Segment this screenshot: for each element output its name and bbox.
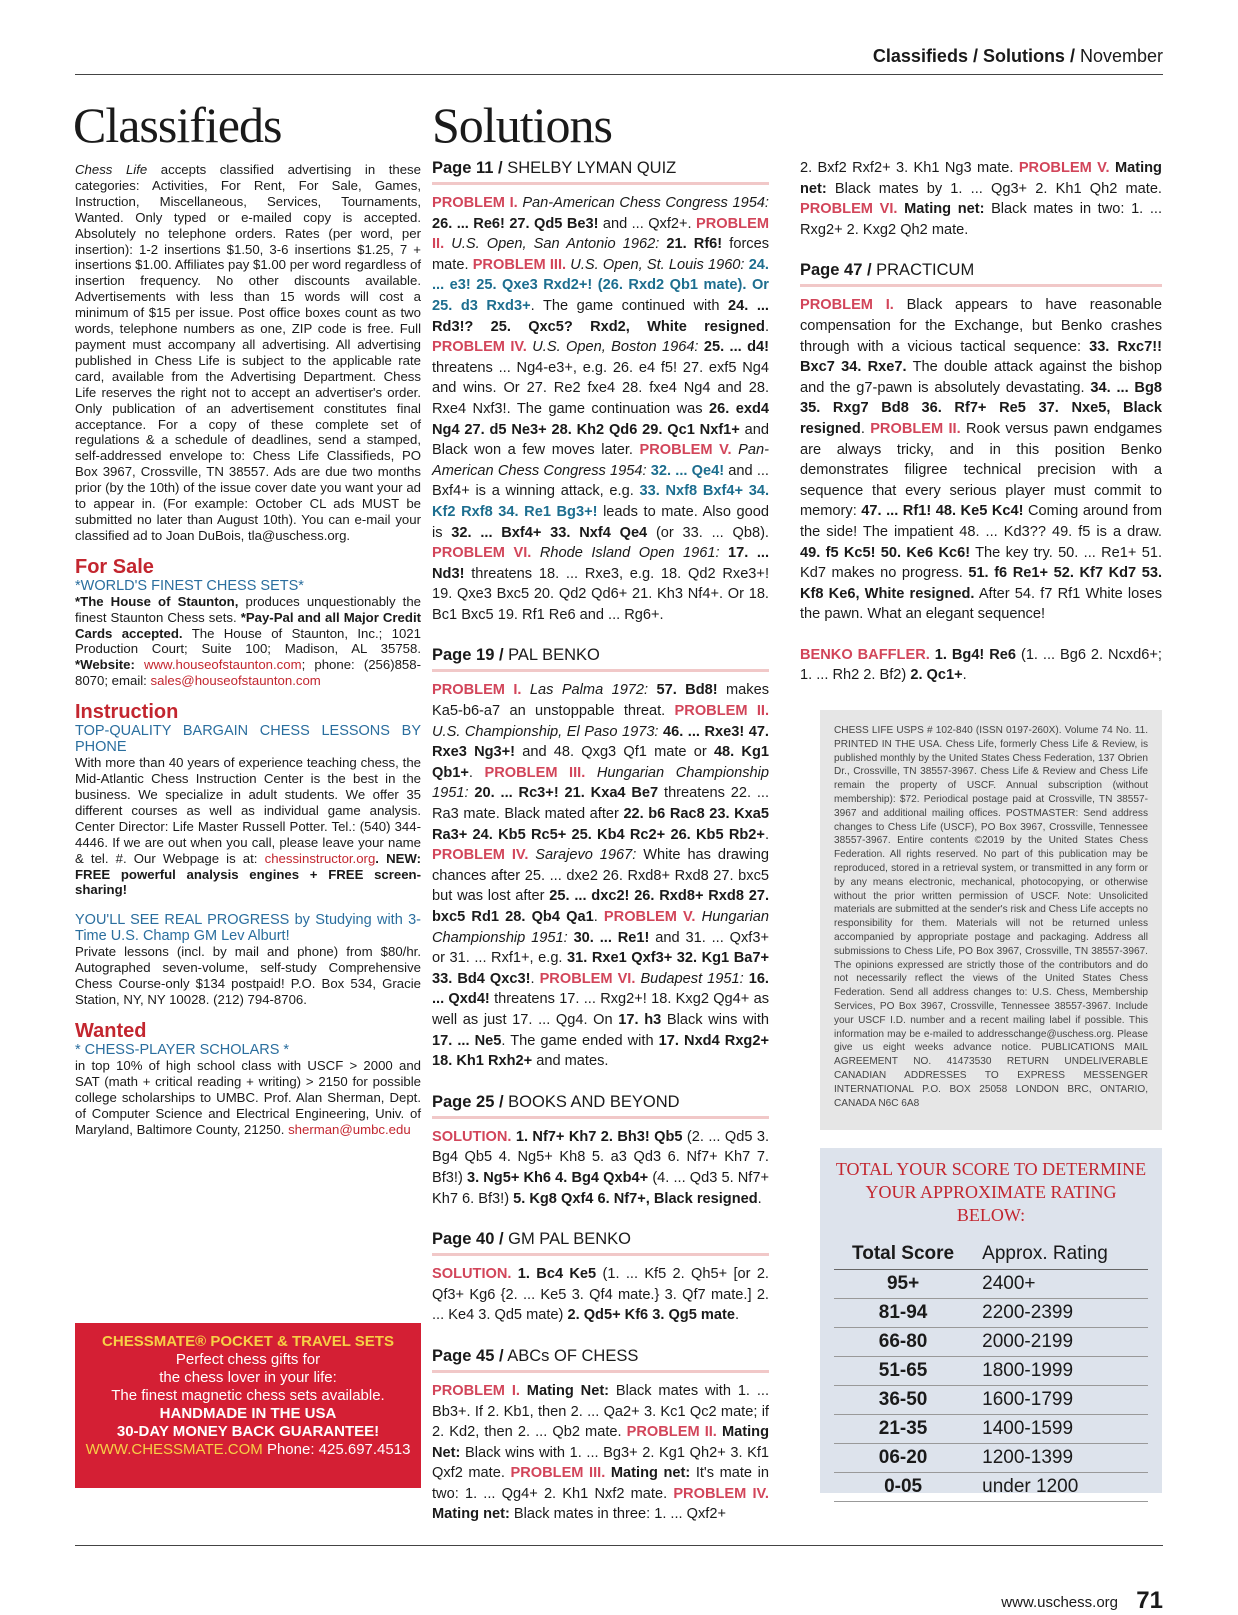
page-40-heading: Page 40 / GM PAL BENKO <box>432 1229 769 1256</box>
ad-line: HANDMADE IN THE USA <box>159 1405 337 1422</box>
score-table <box>834 1239 1148 1502</box>
page-number: 71 <box>1136 1587 1163 1614</box>
staunton-email-link[interactable]: sales@houseofstaunton.com <box>150 673 321 689</box>
solutions-column-1 <box>432 158 769 1525</box>
page-25-heading: Page 25 / BOOKS AND BEYOND <box>432 1092 769 1119</box>
page-19-heading: Page 19 / PAL BENKO <box>432 645 769 672</box>
alburt-subheading: YOU'LL SEE REAL PROGRESS by Studying with 3-Time U.S. Champ GM Lev Alburt! <box>75 912 421 945</box>
page-19-solution: PROBLEM I. Las Palma 1972: 57. Bd8! makes Ka5-b6-a7 an unstoppable threat. PROBLEM II. U.S. Championship, El Paso 1973: 46. ... Rxe3! 47. Rxe3 Ng3+! and 48. Qxg3 Qf1 mate or 48. Kg1 Qb1+. PROBLEM III. Hungarian Championship 1951: 20. ... Rc3+! 21. Kxa4 Be7 threatens 22. ... Ra3 mate. Black mated after 22. b6 Rac8 23. Kxa5 Ra3+ 24. Kb5 Rc5+ 25. Kb4 Rc2+ 26. Kb5 Rb2+. PROBLEM IV. Sarajevo 1967: White has drawing chances after 25. ... dxe2 26. Rxd8+ Rxd8 27. bxc5 but was lost after 25. ... dxc2! 26. Rxd8+ Rxd8 27. bxc5 Rd1 28. Qb4 Qa1. PROBLEM V. Hungarian Championship 1951: 30. ... Re1! and 31. ... Qxf3+ or 31. ... Rxf1+, e.g. 31. Rxe1 Qxf3+ 32. Kg1 Ba7+ 33. Bd4 Qxc3!. PROBLEM VI. Budapest 1951: 16. ... Qxd4! threatens 17. ... Rxg2+! 18. Kxg2 Qg4+ as well as just 17. ... Qg4. On 17. h3 Black wins with 17. ... Ne5. The game ended with 17. Nxd4 Rxg2+ 18. Kh1 Rxh2+ and mates. <box>432 682 770 1070</box>
page-47-solution: PROBLEM I. Black appears to have reasonable compensation for the Exchange, but Benko crashes through with a vicious tactical sequence: 33. Rxc7!! Bxc7 34. Rxe7. The double attack against the bishop and the g7-pawn is absolutely devastating. 34. ... Bg8 35. Rxg7 Bd8 36. Rf7+ Re5 37. Nxe5, Black resigned. PROBLEM II. Rook versus pawn endgames are always tricky, and in this position Benko demonstrates filigree technical precision with a sequence that every serious player must commit to memory: 47. ... Rf1! 48. Ke5 Kc4! Coming around from the side! The impatient 48. ... Kd3?? 49. f5 is a draw. 49. f5 Kc5! 50. Ke6 Kc6! The key try. 50. ... Re1+ 51. Kd7 makes no progress. 51. f6 Re1+ 52. Kf7 Kd7 53. Kf8 Ke6, White resigned. After 54. f7 Rf1 White loses the pawn. What an elegant sequence! <box>800 297 1163 623</box>
chessmate-link[interactable]: WWW.CHESSMATE.COM <box>85 1441 263 1458</box>
benko-baffler-solution: BENKO BAFFLER. 1. Bg4! Re6 (1. ... Bg6 2. Ncxd6+; 1. ... Rh2 2. Bf2) 2. Qc1+. <box>800 646 1162 684</box>
ad-line: Perfect chess gifts for <box>175 1351 321 1368</box>
page-40-solution: SOLUTION. 1. Bc4 Ke5 (1. ... Kf5 2. Qh5+ [or 2. Qf3+ Kg6 {2. ... Ke5 3. Qf4 mate.} 3. Qf7 mate.] 2. ... Ke4 3. Qd5 mate) 2. Qd5+ Kf6 3. Qg5 mate. <box>432 1266 769 1324</box>
running-header <box>75 46 1163 75</box>
classifieds-column <box>75 162 421 1138</box>
wanted-body: in top 10% of high school class with USCF > 2000 and SAT (math + critical reading + writing) > 2150 for possible college scholarships to UMBC. Prof. Alan Sherman, Dept. of Computer Science and Electrical Engineering, Univ. of Maryland, Baltimore County, 21250. sherman@umbc.edu <box>75 1057 421 1137</box>
table-row: 95+ 2400+ <box>834 1270 1148 1299</box>
score-column-header: Total Score <box>834 1239 972 1270</box>
wanted-subheading: * CHESS-PLAYER SCHOLARS * <box>75 1041 290 1058</box>
table-row: 06-20 1200-1399 <box>834 1444 1148 1473</box>
publication-notice: CHESS LIFE USPS # 102-840 (ISSN 0197-260X). Volume 74 No. 11. PRINTED IN THE USA. Chess Life, formerly Chess Life & Review, is published monthly by the United States Chess Federation, 137 Obrien Dr., Crossville, TN 38557-3967. Chess Life & Review and Chess Life remain the property of USCF. Annual subscription (without membership): $72. Periodical postage paid at Crossville, TN 38557-3967 and additional mailing offices. POSTMASTER: Send address changes to Chess Life (USCF), PO Box 3967, Crossville, Tennessee 38557-3967. Entire contents ©2019 by the United States Chess Federation. All rights reserved. No part of this publication may be reproduced, stored in a retrieval system, or transmitted in any form or by any means electronic, mechanical, photocopying, or otherwise without the prior written permission of USCF. Note: Unsolicited materials are submitted at the sender's risk and Chess Life accepts no responsibility for them. Materials will not be returned unless accompanied by appropriate postage and packaging. Address all submissions to Chess Life, PO Box 3967, Crossville, TN 38557-3967. The opinions expressed are strictly those of the contributors and do not necessarily reflect the views of the United States Chess Federation. Send all address changes to: U.S. Chess, Membership Services, PO Box 3967, Crossville, Tennessee 38557-3967. Include your USCF I.D. number and a recent mailing label if possible. This information may be e-mailed to addresschange@uschess.org. Please give us eight weeks advance notice. PUBLICATIONS MAIL AGREEMENT NO. 41473530 RETURN UNDELIVERABLE CANADIAN ADDRESSES TO EXPRESS MESSENGER INTERNATIONAL P.O. BOX 25058 LONDON BRC, ONTARIO, CANADA N6C 6A8 <box>820 710 1162 1130</box>
ad-line: 30-DAY MONEY BACK GUARANTEE! <box>116 1423 380 1440</box>
table-row: 81-94 2200-2399 <box>834 1299 1148 1328</box>
staunton-website-link[interactable]: www.houseofstaunton.com <box>143 657 302 673</box>
page-45-solution: PROBLEM I. Mating Net: Black mates with 1. ... Bb3+. If 2. Kb1, then 2. ... Qa2+ 3. Kc1 Qc2 mate; if 2. Kd2, then 2. ... Qb2 mate. PROBLEM II. Mating Net: Black wins with 1. ... Bg3+ 2. Kg1 Qh2+ 3. Kf1 Qxf2 mate. PROBLEM III. Mating net: It's mate in two: 1. ... Qg4+ 2. Kh1 Nxf2 mate. PROBLEM IV. Mating net: Black mates in three: 1. ... Qxf2+ <box>432 1382 769 1523</box>
ad-line: the chess lover in your life: <box>159 1369 337 1386</box>
alburt-body: Private lessons (incl. by mail and phone) from $80/hr. Autographed seven-volume, self-study Comprehensive Chess Course-only $134 postpaid! P.O. Box 534, Gracie Station, NY, NY 10028. (212) 794-8706. <box>75 944 421 1008</box>
rating-column-header: Approx. Rating <box>972 1239 1148 1270</box>
chessmate-ad <box>75 1323 421 1488</box>
for-sale-heading: For Sale <box>75 555 154 578</box>
table-row: 66-80 2000-2199 <box>834 1328 1148 1357</box>
footer-url[interactable]: www.uschess.org <box>1001 1594 1118 1611</box>
chessinstructor-link[interactable]: chessinstructor.org <box>264 850 376 866</box>
score-rating-box <box>820 1148 1162 1497</box>
for-sale-subheading: *WORLD'S FINEST CHESS SETS* <box>75 577 304 594</box>
page-11-heading: Page 11 / SHELBY LYMAN QUIZ <box>432 158 769 185</box>
page-45-heading: Page 45 / ABCs OF CHESS <box>432 1346 769 1373</box>
ad-phone: Phone: 425.697.4513 <box>266 1441 411 1458</box>
instruction-body: With more than 40 years of experience teaching chess, the Mid-Atlantic Chess Instruction Center is the best in the business. We specialize in adult students. We offer 35 different courses as well as individual game analysis. Center Director: Life Master Russell Potter. Tel.: (540) 344-4446. If we are out when you call, please leave your name & tel. #. Our Webpage is at: chessinstructor.org. NEW: FREE powerful analysis engines + FREE screen-sharing! <box>75 755 421 898</box>
header-sections: Classifieds / Solutions / <box>872 46 1075 66</box>
page-45-continued: 2. Bxf2 Rxf2+ 3. Kh1 Ng3 mate. PROBLEM V. Mating net: Black mates by 1. ... Qg3+ 2. Kh1 Qh2 mate. PROBLEM VI. Mating net: Black mates in two: 1. ... Rxg2+ 2. Kxg2 Qh2 mate. <box>800 160 1163 238</box>
table-row: 36-50 1600-1799 <box>834 1386 1148 1415</box>
for-sale-body: *The House of Staunton, produces unquestionably the finest Staunton Chess sets. *Pay-Pal and all Major Credit Cards accepted. The House of Staunton, Inc.; 1021 Production Court; Suite 100; Madison, AL 35758. *Website: www.houseofstaunton.com; phone: (256)858-8070; email: sales@houseofstaunton.com <box>75 593 421 689</box>
table-row: 0-05 under 1200 <box>834 1473 1148 1502</box>
score-title: TOTAL YOUR SCORE TO DETERMINE YOUR APPROXIMATE RATING BELOW: <box>835 1159 1147 1225</box>
umbc-email-link[interactable]: sherman@umbc.edu <box>288 1121 411 1137</box>
table-row: 51-65 1800-1999 <box>834 1357 1148 1386</box>
wanted-heading: Wanted <box>75 1019 147 1042</box>
footer-rule <box>75 1545 1163 1546</box>
page-11-solution: PROBLEM I. Pan-American Chess Congress 1954: 26. ... Re6! 27. Qd5 Be3! and ... Qxf2+. PROBLEM II. U.S. Open, San Antonio 1962: 21. Rf6! forces mate. PROBLEM III. U.S. Open, St. Louis 1960: 24. ... e3! 25. Qxe3 Rxd2+! (26. Rxd2 Qb1 mate). Or 25. d3 Rxd3+. The game continued with 24. ... Rd3!? 25. Qxc5? Rxd2, White resigned. PROBLEM IV. U.S. Open, Boston 1964: 25. ... d4! threatens ... Ng4-e3+, e.g. 26. e4 f5! 27. exf5 Ng4 and wins. Or 27. Re2 fxe4 28. fxe4 Ng4 and 28. Rxe4 Nxf3!. The game continuation was 26. exd4 Ng4 27. d5 Ne3+ 28. Kh2 Qd6 29. Qc1 Nxf1+ and Black won a few moves later. PROBLEM V. Pan-American Chess Congress 1954: 32. ... Qe4! and ... Bxf4+ is a winning attack, e.g. 33. Nxf8 Bxf4+ 34. Kf2 Rxf8 34. Re1 Bg3+! leads to mate. Also good is 32. ... Bxf4+ 33. Nxf4 Qe4 (or 33. ... Qb8). PROBLEM VI. Rhode Island Open 1961: 17. ... Nd3! threatens 18. ... Rxe3, e.g. 18. Qd2 Rxe3+! 19. Qxe3 Bxc5 20. Qd2 Qd6+ 21. Kh3 Nf4+. Or 18. Bc1 Bxc5 19. Rf1 Re6 and ... Rg6+. <box>432 195 770 623</box>
classifieds-title: Classifieds <box>73 97 282 153</box>
instruction-subheading: TOP-QUALITY BARGAIN CHESS LESSONS BY PHONE <box>75 723 421 756</box>
classifieds-intro: Chess Life accepts classified advertising in these categories: Activities, For Rent, For Sale, Games, Instruction, Miscellaneous, Services, Tournaments, Wanted. Only typed or e-mailed copy is accepted. Absolutely no telephone orders. Rates (per word, per insertion): 1-2 insertions $1.50, 3-6 insertions $1.25, 7 + insertions $1.00. Affiliates pay $1.00 per word regardless of insertion frequency. No other discounts available. Advertisements with less than 15 words will cost a minimum of $15 per issue. Post office boxes count as two words, telephone numbers as one, ZIP code is free. Full payment must accompany all advertising. All advertising published in Chess Life is subject to the applicable rate card, available from the Advertising Department. Chess Life reserves the right not to accept an advertiser's order. Only publication of an advertisement constitutes final acceptance. For a copy of these complete set of regulations & a schedule of deadlines, send a stamped, self-addressed envelope to: Chess Life Classifieds, PO Box 3967, Crossville, TN 38557. Ads are due two months prior (by the 10th) of the issue cover date you want your ad to appear in. (For example: October CL ads MUST be submitted no later than August 10th). You can e-mail your classified ad to Joan DuBois, tla@uschess.org. <box>75 162 421 543</box>
instruction-heading: Instruction <box>75 701 179 724</box>
solutions-title: Solutions <box>432 97 612 153</box>
page-47-heading: Page 47 / PRACTICUM <box>800 260 1162 287</box>
page-25-solution: SOLUTION. 1. Nf7+ Kh7 2. Bh3! Qb5 (2. ... Qd5 3. Bg4 Qb5 4. Ng5+ Kh8 5. a3 Qd3 6. Nf7+ Kh7 7. Bf3!) 3. Ng5+ Kh6 4. Bg4 Qxb4+ (4. ... Qd3 5. Nf7+ Kh7 6. Bf3!) 5. Kg8 Qxf4 6. Nf7+, Black resigned. <box>432 1128 769 1207</box>
solutions-column-2 <box>800 158 1162 686</box>
ad-line: The finest magnetic chess sets available. <box>111 1387 385 1404</box>
ad-title: CHESSMATE® POCKET & TRAVEL SETS <box>102 1333 394 1350</box>
table-row: 21-35 1400-1599 <box>834 1415 1148 1444</box>
header-month: November <box>1079 46 1163 66</box>
